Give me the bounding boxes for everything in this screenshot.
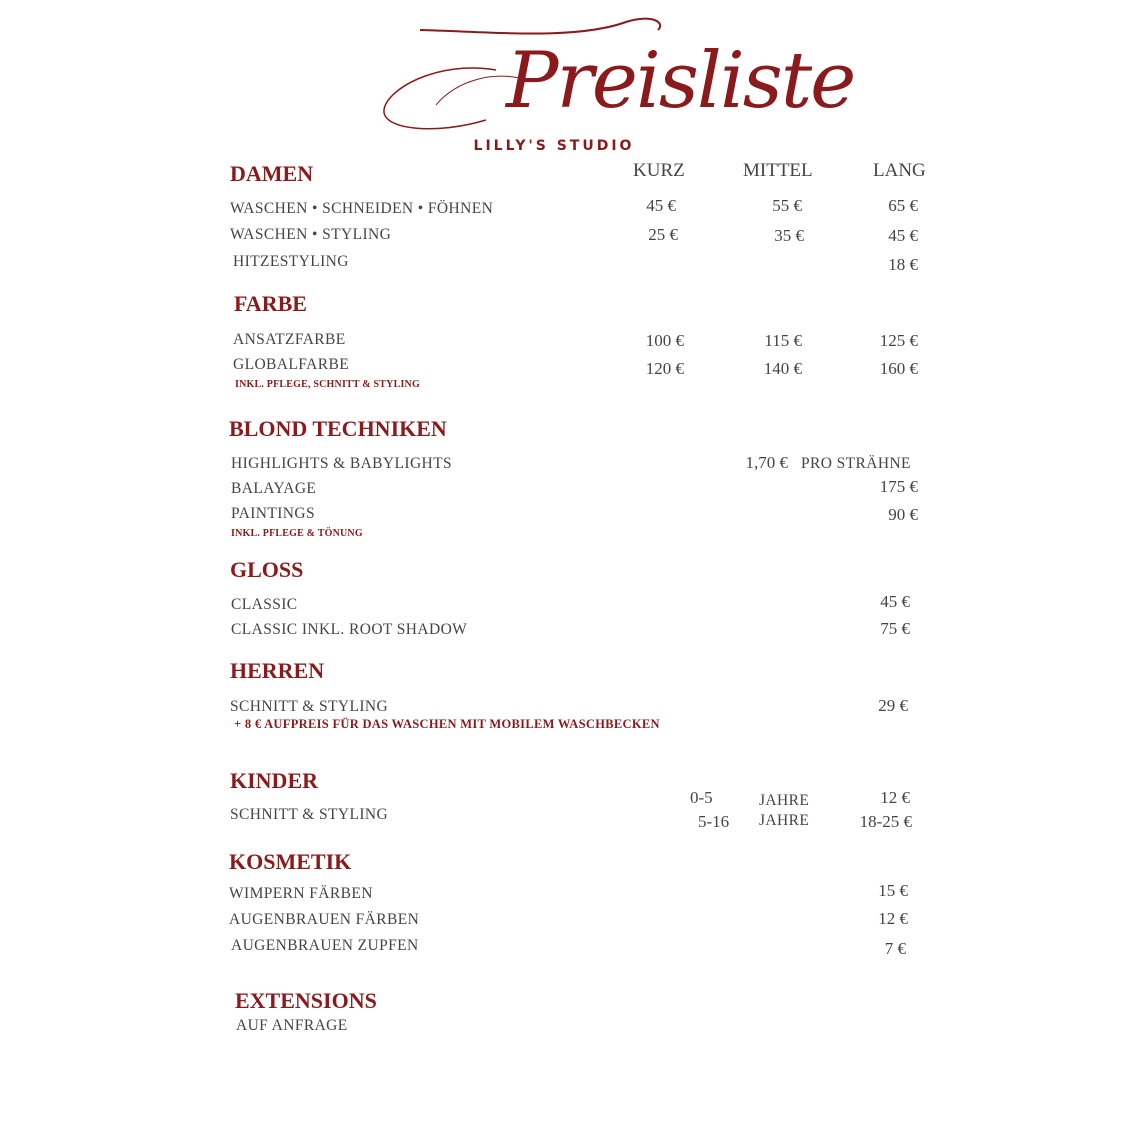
list-item: SCHNITT & STYLING (230, 698, 389, 715)
list-item: WIMPERN FÄRBEN (229, 885, 373, 902)
price: 175 € (879, 477, 918, 496)
price-mittel: 35 € (774, 226, 804, 245)
section-title-kosmetik: KOSMETIK (229, 849, 352, 874)
price-kurz: 25 € (648, 225, 678, 244)
column-header-lang: LANG (873, 160, 926, 181)
list-item: GLOBALFARBE (233, 356, 350, 373)
price-lang: 65 € (888, 196, 918, 215)
section-title-damen: DAMEN (230, 161, 314, 186)
list-item: HITZESTYLING (233, 253, 349, 270)
list-item: CLASSIC INKL. ROOT SHADOW (231, 621, 468, 638)
price-kurz: 100 € (645, 331, 684, 350)
column-header-mittel: MITTEL (743, 160, 813, 181)
list-item: PAINTINGS (231, 505, 315, 522)
section-note: INKL. PFLEGE & TÖNUNG (231, 528, 363, 539)
list-item: SCHNITT & STYLING (230, 806, 389, 823)
price: 75 € (880, 619, 910, 638)
section-title-blond-techniken: BLOND TECHNIKEN (229, 416, 447, 441)
price-lang: 18 € (888, 255, 918, 274)
price: 15 € (878, 881, 908, 900)
section-title-gloss: GLOSS (230, 557, 304, 582)
section-title-herren: HERREN (230, 658, 325, 683)
list-item: WASCHEN • STYLING (230, 226, 392, 243)
list-item: BALAYAGE (231, 480, 317, 497)
price-unit: PRO STRÄHNE (801, 455, 911, 472)
price-kurz: 120 € (645, 359, 684, 378)
studio-logo (376, 10, 855, 160)
list-item: WASCHEN • SCHNEIDEN • FÖHNEN (230, 200, 494, 217)
price: 12 € (878, 909, 908, 928)
list-item: AUGENBRAUEN ZUPFEN (231, 937, 419, 954)
price-mittel: 115 € (764, 331, 802, 350)
age-range: 0-5 (690, 788, 713, 807)
price: 7 € (884, 939, 906, 958)
list-item: HIGHLIGHTS & BABYLIGHTS (231, 455, 453, 472)
price: 29 € (878, 696, 908, 715)
price-kurz: 45 € (646, 196, 676, 215)
age-range: 5-16 (698, 812, 730, 831)
price-per-strand: 1,70 € (745, 453, 788, 472)
age-unit: JAHRE (759, 812, 810, 829)
section-title-extensions: EXTENSIONS (235, 988, 377, 1013)
studio-name: LILLY'S STUDIO (473, 138, 635, 154)
price: 12 € (880, 788, 910, 807)
section-note: INKL. PFLEGE, SCHNITT & STYLING (235, 379, 420, 390)
list-item: ANSATZFARBE (233, 331, 346, 348)
list-item: AUF ANFRAGE (236, 1017, 348, 1034)
price-lang: 45 € (888, 226, 918, 245)
price: 18-25 € (859, 812, 912, 831)
section-note: + 8 € AUFPREIS FÜR DAS WASCHEN MIT MOBILEM WASCHBECKEN (234, 717, 660, 731)
list-item: AUGENBRAUEN FÄRBEN (229, 911, 420, 928)
price: 90 € (888, 505, 918, 524)
age-unit: JAHRE (759, 792, 810, 809)
price-mittel: 55 € (772, 196, 802, 215)
price-lang: 125 € (879, 331, 918, 350)
price-mittel: 140 € (763, 359, 802, 378)
price: 45 € (880, 592, 910, 611)
section-title-kinder: KINDER (230, 768, 319, 793)
price-lang: 160 € (879, 359, 918, 378)
section-title-farbe: FARBE (234, 291, 307, 316)
page-title: Preisliste (506, 36, 855, 126)
list-item: CLASSIC (231, 596, 298, 613)
column-header-kurz: KURZ (633, 160, 685, 181)
